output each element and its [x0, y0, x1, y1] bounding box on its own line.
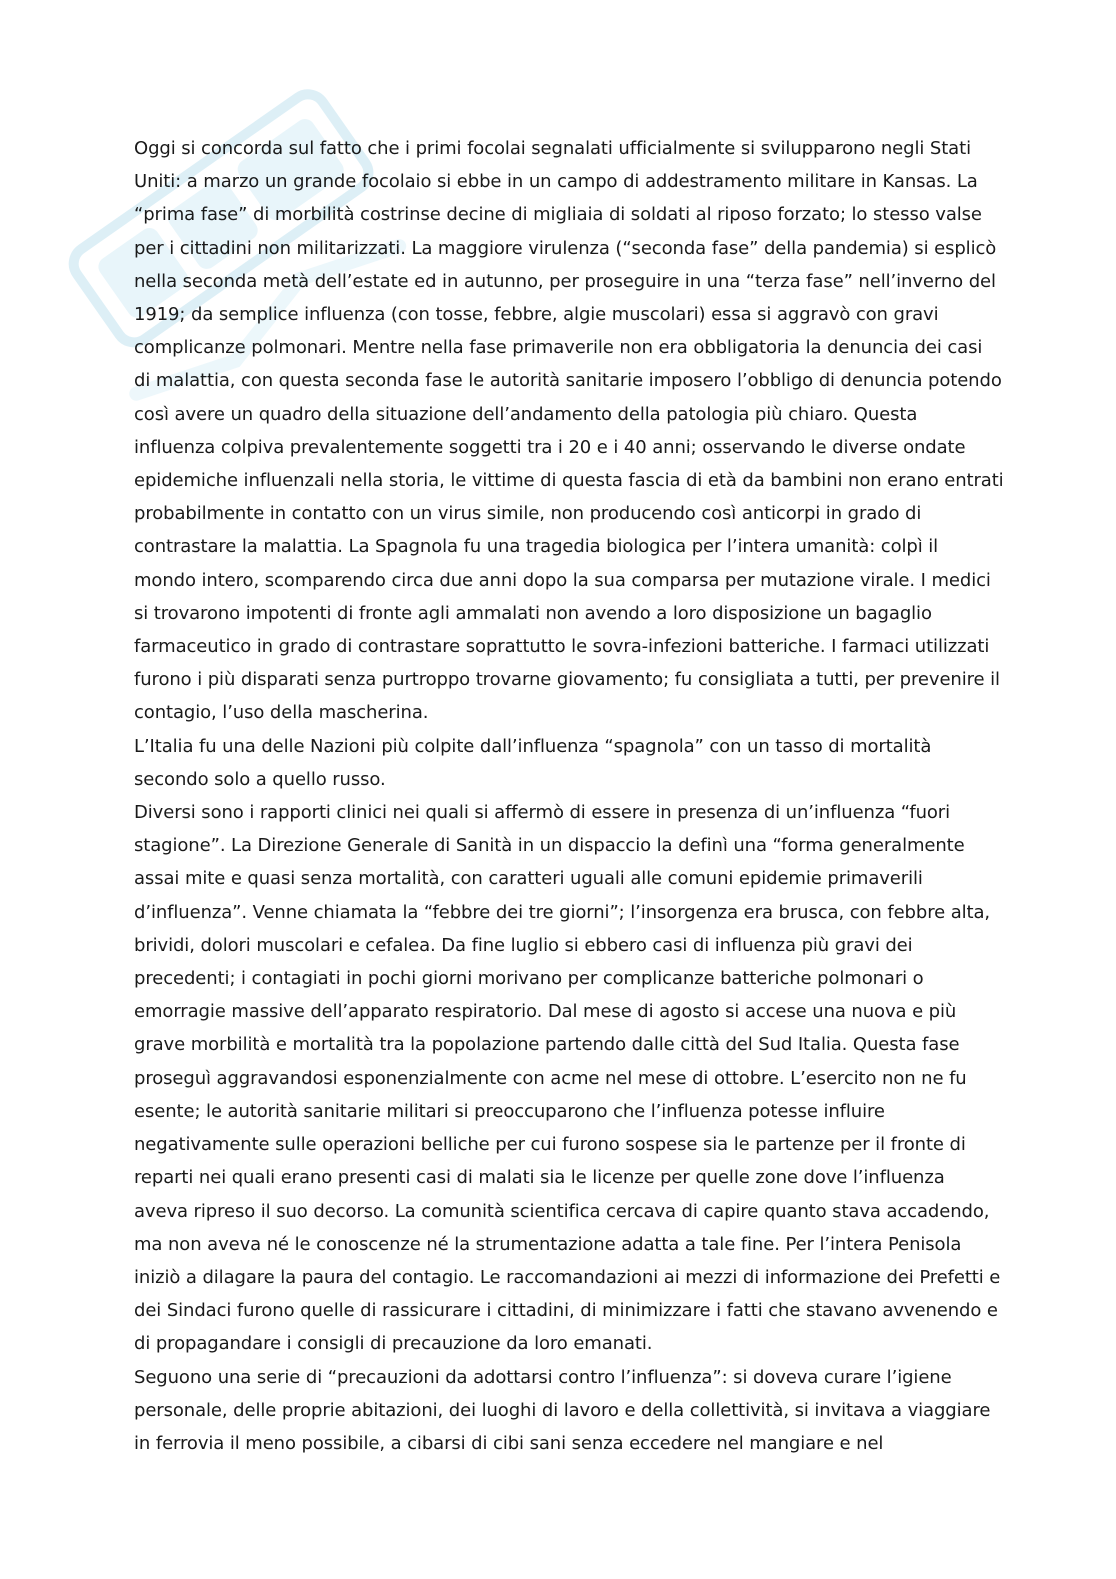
paragraph-clinical-reports: Diversi sono i rapporti clinici nei quali si affermò di essere in presenza di un’influenza “fuori stagione”. La Direzione Generale di Sanità in un dispaccio la definì una “forma generalmente assai mite e quasi senza mortalità, con caratteri uguali alle comuni epidemie primaverili d’influenza”. Venne chiamata la “febbre dei tre giorni”; l’insorgenza era brusca, con febbre alta, brividi, dolori muscolari e cefalea. Da fine luglio si ebbero casi di influenza più gravi dei precedenti; i contagiati in pochi giorni morivano per complicanze batteriche polmonari o emorragie massive dell’apparato respiratorio. Dal mese di agosto si accese una nuova e più grave morbilità e mortalità tra la popolazione partendo dalle città del Sud Italia. Questa fase proseguì aggravandosi esponenzialmente con acme nel mese di ottobre. L’esercito non ne fu esente; le autorità sanitarie militari si preoccuparono che l’influenza potesse influire negativamente sulle operazioni belliche per cui furono sospese sia le partenze per il fronte di reparti nei quali erano presenti casi di malati sia le licenze per quelle zone dove l’influenza aveva ripreso il suo decorso. La comunità scientifica cercava di capire quanto stava accadendo, ma non aveva né le conoscenze né la strumentazione adatta a tale fine. Per l’intera Penisola iniziò a dilagare la paura del contagio. Le raccomandazioni ai mezzi di informazione dei Prefetti e dei Sindaci furono quelle di rassicurare i cittadini, di minimizzare i fatti che stavano avvenendo e di propagandare i consigli di precauzione da loro emanati.: [134, 802, 1001, 1355]
paragraph-precautions: Seguono una serie di “precauzioni da adottarsi contro l’influenza”: si doveva curare l’igiene personale, delle proprie abitazioni, dei luoghi di lavoro e della collettività, si invitava a viaggiare in ferrovia il meno possibile, a cibarsi di cibi sani senza eccedere nel mangiare e nel: [134, 1366, 991, 1454]
document-body: [134, 132, 1004, 1460]
paragraph-italy: L’Italia fu una delle Nazioni più colpite dall’influenza “spagnola” con un tasso di mortalità secondo solo a quello russo.: [134, 735, 932, 790]
paragraph-origins: Oggi si concorda sul fatto che i primi focolai segnalati ufficialmente si svilupparono negli Stati Uniti: a marzo un grande focolaio si ebbe in un campo di addestramento militare in Kansas. La “prima fase” di morbilità costrinse decine di migliaia di soldati al riposo forzato; lo stesso valse per i cittadini non militarizzati. La maggiore virulenza (“seconda fase” della pandemia) si esplicò nella seconda metà dell’estate ed in autunno, per proseguire in una “terza fase” nell’inverno del 1919; da semplice influenza (con tosse, febbre, algie muscolari) essa si aggravò con gravi complicanze polmonari. Mentre nella fase primaverile non era obbligatoria la denuncia dei casi di malattia, con questa seconda fase le autorità sanitarie imposero l’obbligo di denuncia potendo così avere un quadro della situazione dell’andamento della patologia più chiaro. Questa influenza colpiva prevalentemente soggetti tra i 20 e i 40 anni; osservando le diverse ondate epidemiche influenzali nella storia, le vittime di questa fascia di età da bambini non erano entrati probabilmente in contatto con un virus simile, non producendo così anticorpi in grado di contrastare la malattia. La Spagnola fu una tragedia biologica per l’intera umanità: colpì il mondo intero, scomparendo circa due anni dopo la sua comparsa per mutazione virale. I medici si trovarono impotenti di fronte agli ammalati non avendo a loro disposizione un bagaglio farmaceutico in grado di contrastare soprattutto le sovra-infezioni batteriche. I farmaci utilizzati furono i più disparati senza purtroppo trovarne giovamento; fu consigliata a tutti, per prevenire il contagio, l’uso della mascherina.: [134, 138, 1004, 724]
